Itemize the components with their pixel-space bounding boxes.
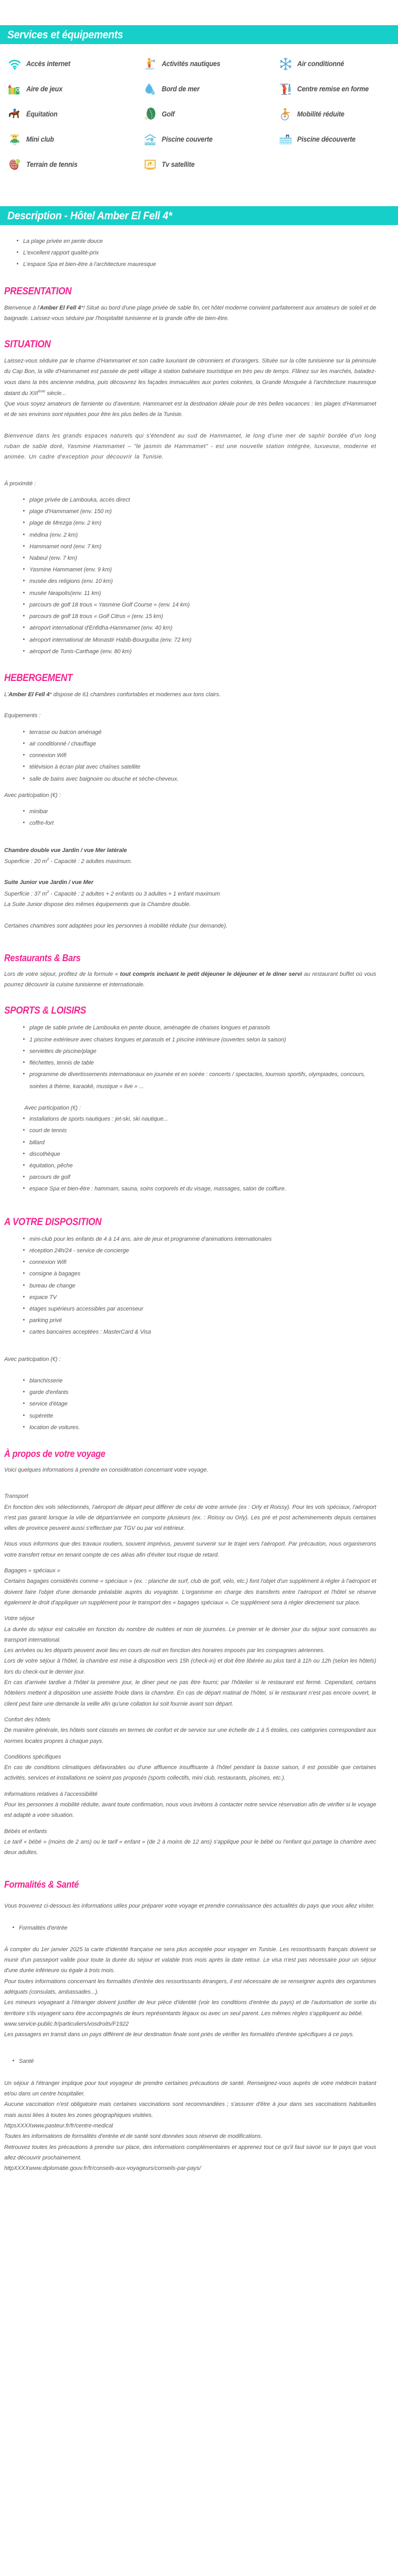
sante-bullet-list <box>4 2056 392 2067</box>
top-spacer <box>0 0 398 25</box>
amenity-air-conditionne <box>278 51 398 76</box>
amenity-label: Golf <box>162 110 175 118</box>
presentation-suffix: *! Situé au bord d'une plage privée de sable fin, cet hôtel moderne convient parfaitement aux amateurs de soleil et de baignade. Laissez-vous séduire par l'hospitalité tunisienne et la grande offre de bien-être. <box>4 304 376 322</box>
fitness-icon <box>278 82 292 96</box>
sante-paragraph-2: Aucune vaccination n'est obligatoire mais certaines vaccinations sont recommandées ; s'assurer d'être à jour dans ses vaccinations habituelles mais aussi liées à toutes les zones géographiques visitées. <box>4 2101 376 2119</box>
arrivee-paragraph-3: En cas d'arrivée tardive à l'hôtel la première jour, le diner peut ne pas être fourni; par l'hôtelier si le restaurant est fermé. Cependant, certains hôteliers mettent à disposition une assiette froide dans la chambre. En cas de départ matinal de l'hôtel, si le restaurant n'est pas encore ouvert, le client peut faire une demande la veille afin qu'une collation lui soit fournie avant son départ. <box>4 1679 376 1707</box>
sports-list <box>4 1022 392 1092</box>
list-item: • Yasmine Hammamet (env. 9 km) <box>29 564 377 576</box>
amenity-label: Accès internet <box>26 60 70 68</box>
room-2-area: Superficie : 37 m <box>4 890 47 897</box>
presentation-heading: PRESENTATION <box>4 285 72 297</box>
room-2-capacity: - Capacité : 2 adultes + 2 enfants ou 3 adultes + 1 enfant maximum <box>49 890 220 897</box>
golf-icon <box>143 107 157 121</box>
list-item: • serviettes de piscine/plage <box>29 1046 377 1057</box>
voyage-heading: À propos de votre voyage <box>4 1449 106 1460</box>
list-item: • étages supérieurs accessibles par ascenseur <box>29 1303 377 1315</box>
list-item: • Santé <box>19 2056 377 2067</box>
transport-label: Transport <box>4 1493 28 1500</box>
room-1-title: Chambre double vue Jardin / vue Mer latérale <box>4 847 127 854</box>
amenity-label: Mobilité réduite <box>297 110 344 118</box>
list-item: • installations de sports nautiques : jet-ski, ski nautique... <box>29 1113 377 1125</box>
bebe-label: Bébés et enfants <box>4 1828 47 1835</box>
room-participation-list <box>4 806 392 829</box>
voyage-intro: Voici quelques informations à prendre en considération concernant votre voyage. <box>4 1466 208 1473</box>
disposition-list <box>4 1233 392 1338</box>
wifi-icon <box>7 57 22 71</box>
hebergement-intro <box>4 689 376 700</box>
transport-paragraph-1: En fonction des vols sélectionnés, l'aéroport de départ peut différer de celui de votre arrivée (ex : Orly et Roissy). Pour les vols spéciaux, l'aéroport n'est pas garanti lorsque la ville de départ/arrivée en comporte plusieurs (ex. : Roissy ou Orly). Les pré et post acheminements depuis certaines villes de province peuvent aussi s'effectuer par TGV ou par vol intérieur. <box>4 1504 376 1532</box>
list-item: • équitation, pêche <box>29 1160 377 1172</box>
list-item: • Hammamet nord (env. 7 km) <box>29 541 377 552</box>
list-item: • aéroport international de Monastir Habib-Bourguiba (env. 72 km) <box>29 634 377 646</box>
list-item: • parking privé <box>29 1315 377 1326</box>
list-item: • Nabeul (env. 7 km) <box>29 552 377 564</box>
list-item: • billard <box>29 1137 377 1148</box>
hebergement-prefix: L' <box>4 691 9 698</box>
amenity-aire-de-jeux <box>7 77 143 101</box>
amenity-label: Activités nautiques <box>162 60 221 68</box>
outdoor-pool-icon <box>278 132 292 146</box>
amenity-activites-nautiques <box>143 51 278 76</box>
restaurants-prefix: Lors de votre séjour, profitez de la formule « <box>4 971 120 977</box>
hebergement-suffix: * dispose de 61 chambres confortables et modernes aux tons clairs. <box>49 691 221 698</box>
room-2-note: La Suite Junior dispose des mêmes équipements que la Chambre double. <box>4 901 191 908</box>
section-spacer <box>0 181 398 206</box>
amenities-grid <box>0 44 398 181</box>
list-item: • mini-club pour les enfants de 4 à 14 ans, aire de jeux et programme d'animations internationales <box>29 1233 377 1245</box>
amenity-piscine-couverte <box>143 127 278 152</box>
list-item: • garde d'enfants <box>29 1387 377 1398</box>
list-item: • Formalités d'entrée <box>19 1922 377 1934</box>
transport-paragraph-2: Nous vous informons que des travaux routiers, souvent imprévus, peuvent survenir sur le trajet vers l'aéroport. Par précaution, nous organiserons votre transfert retour en tenant compte de ces aléas afin d'éviter tout risque de retard. <box>4 1541 376 1558</box>
tv-icon <box>143 157 157 172</box>
situation-heading: SITUATION <box>4 339 51 350</box>
amenity-label: Piscine découverte <box>297 135 356 143</box>
amenity-label: Mini club <box>26 135 54 143</box>
amenity-label: Aire de jeux <box>26 85 62 93</box>
amenity-label: Centre remise en forme <box>297 85 369 93</box>
list-item: • blanchisserie <box>29 1375 377 1387</box>
confort-paragraph: De manière générale, les hôtels sont classés en termes de confort et de service sur une échelle de 1 à 5 étoiles, ces catégories correspondant aux normes locales propres à chaque pays. <box>4 1727 376 1744</box>
services-banner <box>0 25 398 44</box>
list-item: • L'espace Spa et bien-être à l'architecture mauresque <box>23 259 377 270</box>
room-1-capacity: - Capacité : 2 adultes maximum. <box>49 858 132 865</box>
list-item: • 1 piscine extérieure avec chaises longues et parasols et 1 piscine intérieure (ouvertes selon la saison) <box>29 1034 377 1046</box>
tennis-icon <box>7 157 22 172</box>
list-item: • médina (env. 2 km) <box>29 529 377 541</box>
amenity-centre-remise-en-forme <box>278 77 398 101</box>
sports-participation-label: Avec participation (€) : <box>24 1104 81 1111</box>
list-item: • musée des religions (env. 10 km) <box>29 576 377 587</box>
accessibilite-paragraph: Pour les personnes à mobilité réduite, avant toute confirmation, nous vous invitons à contacter notre service réservation afin de vérifier si le voyage est adapté a votre situation. <box>4 1802 376 1819</box>
list-item: • salle de bains avec baignoire ou douche et sèche-cheveux. <box>29 773 377 785</box>
list-item: • location de voitures. <box>29 1422 377 1433</box>
list-item: • parcours de golf <box>29 1172 377 1183</box>
indoor-pool-icon <box>143 132 157 146</box>
list-item: • programme de divertissements internationaux en journée et en soirée : concerts / spectacles, tournois sportifs, olympiades, concours, soirées à thème, karaoké, musique « live » ... <box>29 1069 377 1092</box>
confort-label: Confort des hôtels <box>4 1716 50 1723</box>
horse-riding-icon <box>7 107 22 121</box>
arrivee-paragraph-1: Les arrivées ou les départs peuvent avoir lieu en cours de nuit en fonction des horaires imposés par les compagnies aériennes. <box>4 1647 325 1654</box>
list-item: • cartes bancaires acceptées : MasterCard & Visa <box>29 1326 377 1338</box>
restaurants-suffix: au restaurant buffet où vous pourrez découvrir la cuisine tunisienne et internationale. <box>4 971 376 988</box>
list-item: • coffre-fort <box>29 817 377 829</box>
list-item: • discothèque <box>29 1148 377 1160</box>
mini-club-icon <box>7 132 22 146</box>
presentation-hotel-name: Amber El Fell 4 <box>39 304 81 311</box>
formalites-intro: Vous trouverez ci-dessous les informations utiles pour préparer votre voyage et prendre connaissance des actualités du pays que vous allez visiter. <box>4 1903 375 1910</box>
list-item: • parcours de golf 18 trous « Golf Citrus « (env. 15 km) <box>29 611 377 622</box>
amenity-acces-internet <box>7 51 143 76</box>
highlights-list <box>4 236 392 271</box>
sejour-paragraph: La durée du séjour est calculée en fonction du nombre de nuitées et non de journées. Le premier et le dernier jour du séjour sont consacrés au transport international. <box>4 1626 376 1643</box>
formalites-heading: Formalités & Santé <box>4 1879 79 1890</box>
proximity-list <box>4 494 392 657</box>
amenity-piscine-decouverte <box>278 127 398 152</box>
list-item: • minibar <box>29 806 377 817</box>
bagages-label: Bagages « spéciaux » <box>4 1568 60 1574</box>
sante-link-diplomatie[interactable]: httpXXXXwww.diplomatie.gouv.fr/fr/conseils-aux-voyageurs/conseils-par-pays/ <box>4 2165 201 2172</box>
equipments-label: Equipements : <box>4 712 41 719</box>
amenity-label: Tv satellite <box>162 161 195 168</box>
list-item: • espace TV <box>29 1292 377 1303</box>
amenity-label: Air conditionné <box>297 60 344 68</box>
hebergement-hotel-name: Amber El Fell 4 <box>8 691 50 698</box>
list-item: • connexion Wifi <box>29 1257 377 1268</box>
list-item: • L'excellent rapport qualité-prix <box>23 247 377 259</box>
list-item: • télévision à écran plat avec chaînes satellite <box>29 761 377 773</box>
sejour-label: Votre séjour <box>4 1615 35 1622</box>
formalites-paragraph-5: Les passagers en transit dans un pays différent de leur destination finale sont priés de vérifier les formalités d'entrée spécifiques à ce pays. <box>4 2031 354 2038</box>
equipments-list <box>4 727 392 785</box>
list-item: • consigne à bagages <box>29 1268 377 1280</box>
formalites-paragraph-2: Pour toutes informations concernant les formalités d'entrée des ressortissants étrangers, il est nécessaire de se renseigner auprès des organismes adéquats (consulats, ambassades...). <box>4 1978 376 1995</box>
situation-superscript: ème <box>38 388 46 393</box>
list-item: • plage de sable privée de Lambouka en pente douce, aménagée de chaises longues et parasols <box>29 1022 377 1034</box>
proximity-label: À proximité : <box>4 480 36 487</box>
amenity-label: Bord de mer <box>162 85 200 93</box>
hebergement-heading: HEBERGEMENT <box>4 673 73 684</box>
list-item: • fléchettes, tennis de table <box>29 1057 377 1069</box>
situation-text-a: Laissez-vous séduire par le charme d'Hammamet et son cadre luxuriant de citronniers et d'orangers. Située sur la côte tunisienne sur la péninsule du Cap Bon, la ville d'Hammamet est passée de petit village à station balnéaire touristique en très peu de temps. Flânez sur les marchés, baladez-vous dans la très ancienne médina, puis découvrez les façades immaculées aux portes colorées, la Grande Mosquée à l'architecture mauresque datant du XIII <box>4 358 376 397</box>
list-item: • aéroport de Tunis-Carthage (env. 80 km) <box>29 646 377 657</box>
amenity-label: Équitation <box>26 110 58 118</box>
restaurants-heading: Restaurants & Bars <box>4 953 81 964</box>
sante-paragraph-4: Retrouvez toutes les précautions à prendre sur place, des informations complémentaires et apprenez tout ce qu'il faut savoir sur le pays que vous allez découvrir prochainement. <box>4 2144 376 2161</box>
water-sports-icon <box>143 57 157 71</box>
sports-heading: SPORTS & LOISIRS <box>4 1005 86 1017</box>
formalites-paragraph-3: Les mineurs voyageant à l'étranger doivent justifier de leur pièce d'identité (voir les conditions d'entrée du pays) et de l'autorisation de sortie du territoire s'ils voyagent sans être accompagnés de leurs représentants légaux ou avec un seul parent. Les mêmes règles s'appliquent au bébé. <box>4 1999 376 2017</box>
restaurants-paragraph <box>4 969 376 991</box>
description-banner <box>0 206 398 225</box>
list-item: • réception 24h/24 - service de concierge <box>29 1245 377 1257</box>
wheelchair-icon <box>278 107 292 121</box>
list-item: • aéroport international d'Enfidha-Hammamet (env. 40 km) <box>29 622 377 634</box>
list-item: • plage d'Hammamet (env. 150 m) <box>29 506 377 517</box>
amenity-label: Piscine couverte <box>162 135 213 143</box>
list-item: • connexion Wifi <box>29 750 377 761</box>
playground-icon <box>7 82 22 96</box>
list-item: • supérette <box>29 1410 377 1422</box>
disposition-heading: A VOTRE DISPOSITION <box>4 1216 102 1228</box>
sante-link-pasteur[interactable]: httpsXXXXwww.pasteur.fr/fr/centre-medical <box>4 2122 113 2129</box>
amenity-tv-satellite <box>143 152 278 177</box>
formalites-bullet-list <box>4 1922 392 1934</box>
bebe-paragraph: Le tarif « bébé » (moins de 2 ans) ou le tarif « enfant » (de 2 à moins de 12 ans) s'applique pour le bébé ou l'enfant qui partage la chambre avec deux adultes. <box>4 1838 376 1856</box>
sante-paragraph-3: Toutes les informations de formalités d'entrée et de santé sont données sous réserve de modifications. <box>4 2133 263 2140</box>
situation-paragraph-3: Bienvenue dans les grands espaces naturels qui s'étendent au sud de Hammamet, le long d'une mer de saphir bordée d'un long ruban de sable doré, Yasmine Hammamet – "le jasmin de Hammamet" - est une nouvelle station intégrée, luxueuse, moderne et animée. Un cadre d'exception pour découvrir la Tunisie. <box>4 432 376 461</box>
amenity-golf <box>143 102 278 126</box>
arrivee-paragraph-2: Lors de votre séjour à l'hôtel, la chambre est mise à disposition vers 15h (check-in) et doit être libérée au plus tard à 11h ou 12h (selon les hôtels) lors du check-out le dernier jour. <box>4 1658 376 1675</box>
amenity-mini-club <box>7 127 143 152</box>
amenity-mobilite-reduite <box>278 102 398 126</box>
list-item: • court de tennis <box>29 1125 377 1136</box>
sante-paragraph-1: Un séjour à l'étranger implique pour tout voyageur de prendre certaines précautions de santé. Renseignez-vous auprès de votre médecin traitant et/ou dans un centre hospitalier. <box>4 2080 376 2098</box>
situation-text-b: siècle... <box>45 390 66 397</box>
amenity-bord-de-mer <box>143 77 278 101</box>
restaurants-formula: tout compris incluant le petit déjeuner le déjeuner et le diner servi <box>120 971 302 977</box>
snowflake-icon <box>278 57 292 71</box>
description-content <box>0 225 398 2174</box>
room-2-title: Suite Junior vue Jardin / vue Mer <box>4 879 93 886</box>
amenity-equitation <box>7 102 143 126</box>
amenity-label: Terrain de tennis <box>26 161 78 168</box>
room-1-area: Superficie : 20 m <box>4 858 47 865</box>
formalites-paragraph-1: À compter du 1er janvier 2025 la carte d'identité française ne sera plus acceptée pour voyager en Tunisie. Les ressortissants français doivent se munir d'un passeport valide pour toute la durée du séjour et valable trois mois après la date retour. Le visa n'est pas nécessaire pour un séjour d'une durée inférieure ou égale à trois mois. <box>4 1946 376 1974</box>
superscript: 2 <box>47 889 49 894</box>
list-item: • La plage privée en pente douce <box>23 236 377 247</box>
sports-participation-list <box>4 1113 392 1195</box>
list-item: • service d'étage <box>29 1398 377 1410</box>
conditions-paragraph: En cas de conditions climatiques défavorables ou d'une affluence insuffisante à l'hôtel pendant la basse saison, il est possible que certaines activités, services et installations ne soient pas proposés (sports collectifs, mini club, restaurants, piscines, etc.). <box>4 1764 376 1782</box>
list-item: • bureau de change <box>29 1280 377 1292</box>
list-item: • espace Spa et bien-être : hammam, sauna, soins corporels et du visage, massages, salon de coiffure. <box>29 1183 377 1195</box>
list-item: • musée Neapolis(env. 11 km) <box>29 588 377 599</box>
conditions-label: Conditions spécifiques <box>4 1753 61 1760</box>
room-2-detail <box>4 888 376 899</box>
presentation-prefix: Bienvenue à l' <box>4 304 40 311</box>
superscript: 2 <box>47 857 49 862</box>
situation-paragraph-1 <box>4 356 376 399</box>
services-banner-title: Services et équipements <box>7 28 123 41</box>
list-item: • parcours de golf 18 trous « Yasmine Golf Course « (env. 14 km) <box>29 599 377 611</box>
room-participation-label: Avec participation (€) : <box>4 792 61 799</box>
amenity-terrain-de-tennis <box>7 152 143 177</box>
disposition-participation-list <box>4 1375 392 1433</box>
list-item: • air conditionné / chauffage <box>29 738 377 750</box>
list-item: • terrasse ou balcon aménagé <box>29 727 377 738</box>
list-item: • plage privée de Lambouka, accès direct <box>29 494 377 506</box>
disposition-participation-label: Avec participation (€) : <box>4 1356 61 1362</box>
presentation-paragraph <box>4 303 376 324</box>
accessibilite-label: Informations relatives à l'accessibilité <box>4 1791 98 1797</box>
formalites-link-service-public[interactable]: www.service-public.fr/particuliers/vosdroits/F1922 <box>4 2020 129 2027</box>
accessibility-note: Certaines chambres sont adaptées pour les personnes à mobilité réduite (sur demande). <box>4 922 228 929</box>
bagages-paragraph: Certains bagages considérés comme « spéciaux » (ex. : planche de surf, club de golf, vélo, etc.) font l'objet d'un supplément à régler à l'aéroport et doivent faire l'objet d'une demande préalable auprès du voyagiste. L'organisme en charge des transferts entre l'aéroport et l'hôtel se réserve également le droit d'appliquer un supplément pour le transport des « bagages spéciaux ». Ce supplément sera à régler directement sur place. <box>4 1578 376 1606</box>
water-drop-icon <box>143 82 157 96</box>
room-1-detail <box>4 856 376 867</box>
situation-paragraph-2: Que vous soyez amateurs de farniente ou d'aventure, Hammamet est la destination idéale pour de très belles vacances : les plages d'Hammamet et de ses environs sont réputées pour être les plus belles de la Tunisie. <box>4 401 376 418</box>
list-item: • plage de Mrezga (env. 2 km) <box>29 517 377 529</box>
description-banner-title: Description - Hôtel Amber El Fell 4* <box>7 209 172 222</box>
